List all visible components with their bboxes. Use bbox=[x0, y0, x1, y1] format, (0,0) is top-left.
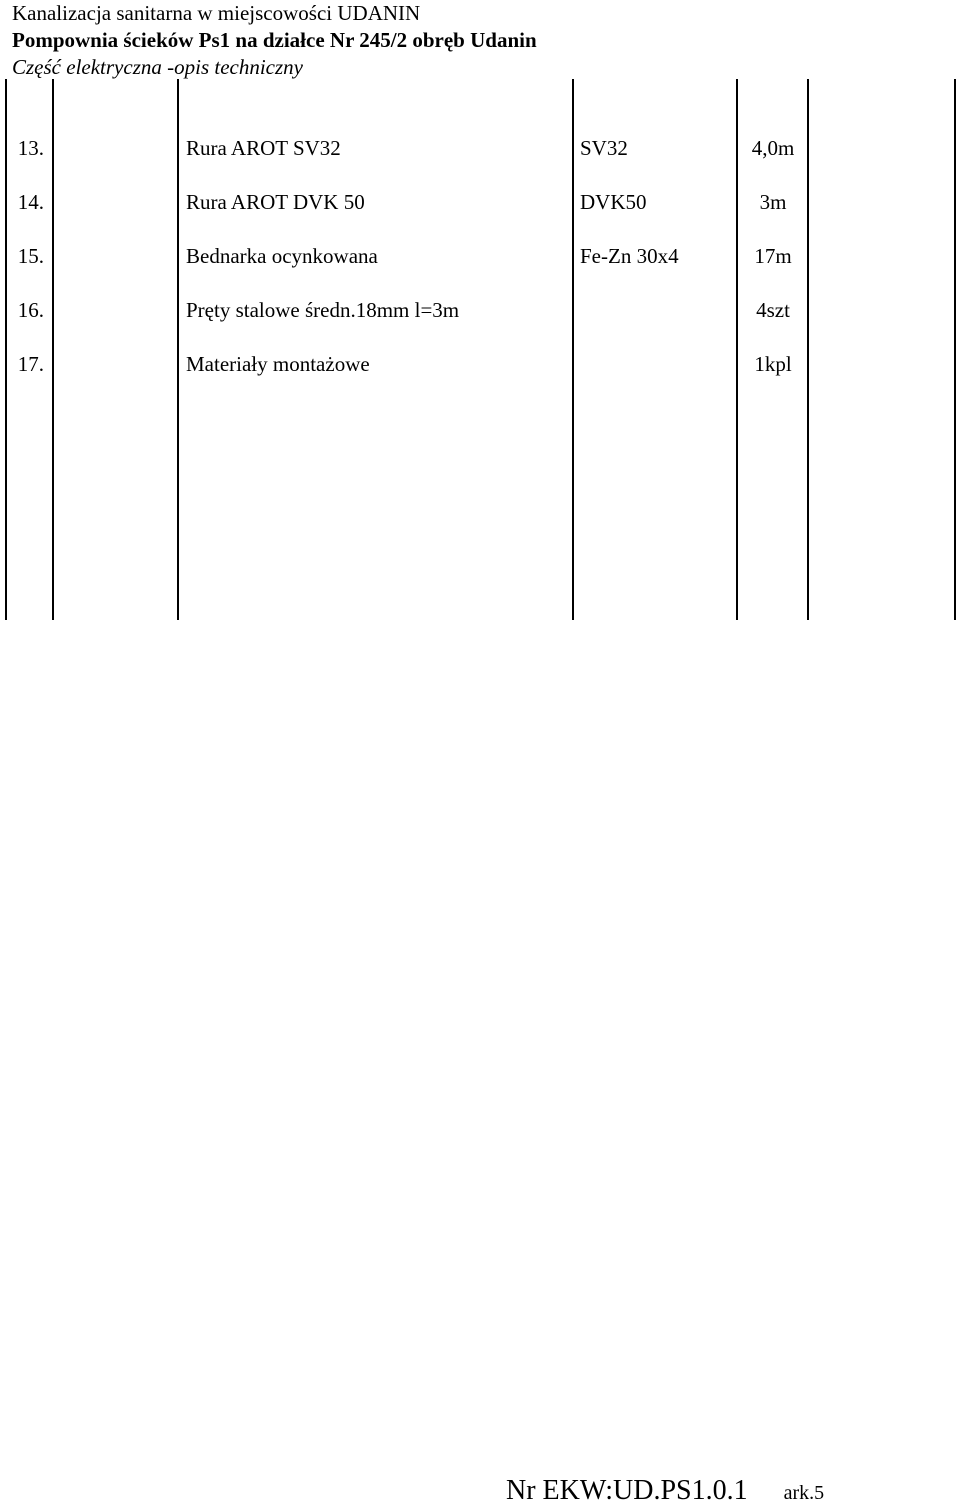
row-number: 16. bbox=[17, 298, 44, 322]
row-item-type: SV32 bbox=[580, 136, 628, 160]
table-row bbox=[0, 297, 960, 327]
row-item-name: Materiały montażowe bbox=[186, 352, 370, 376]
header-section-title: Część elektryczna -opis techniczny bbox=[12, 55, 303, 79]
table-row bbox=[0, 351, 960, 381]
row-item-quantity: 17m bbox=[754, 244, 792, 268]
row-item-name: Bednarka ocynkowana bbox=[186, 244, 378, 268]
document-footer bbox=[506, 1474, 824, 1508]
row-item-type: DVK50 bbox=[580, 190, 647, 214]
row-item-quantity: 3m bbox=[759, 190, 787, 214]
row-number: 14. bbox=[17, 190, 44, 214]
header-project-title: Kanalizacja sanitarna w miejscowości UDANIN bbox=[12, 1, 421, 25]
header-object-title: Pompownia ścieków Ps1 na działce Nr 245/2 obręb Udanin bbox=[12, 28, 537, 52]
row-item-quantity: 4,0m bbox=[751, 136, 795, 160]
row-item-name: Rura AROT SV32 bbox=[186, 136, 341, 160]
table-row bbox=[0, 189, 960, 219]
row-item-quantity: 1kpl bbox=[754, 352, 792, 376]
table-row bbox=[0, 135, 960, 165]
row-item-quantity: 4szt bbox=[756, 298, 790, 322]
row-item-type: Fe-Zn 30x4 bbox=[580, 244, 679, 268]
table-row bbox=[0, 243, 960, 273]
row-number: 13. bbox=[17, 136, 44, 160]
row-item-name: Pręty stalowe średn.18mm l=3m bbox=[186, 298, 460, 322]
sheet-number: ark.5 bbox=[783, 1482, 825, 1504]
document-number: Nr EKW:UD.PS1.0.1 bbox=[506, 1475, 748, 1506]
row-number: 17. bbox=[17, 352, 44, 376]
row-number: 15. bbox=[17, 244, 44, 268]
row-item-name: Rura AROT DVK 50 bbox=[186, 190, 365, 214]
